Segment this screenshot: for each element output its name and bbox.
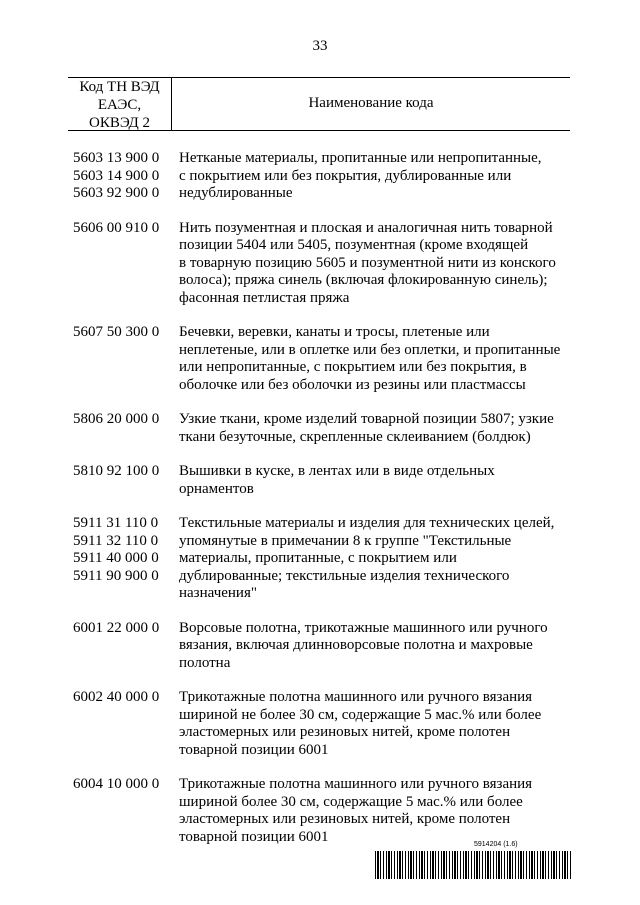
tn-ved-code: 5810 92 100 0 [73, 463, 160, 479]
tn-ved-code: 5606 00 910 0 [73, 219, 160, 236]
description-line: позиции 5404 или 5405, позументная (кроме входящей [179, 237, 529, 253]
page-number: 33 [312, 38, 328, 54]
description-line: материалы, пропитанные, с покрытием или [179, 550, 457, 566]
row-codes [73, 220, 179, 308]
description-line: Трикотажные полотна машинного или ручного вязания [179, 776, 533, 792]
description-line: ткани безуточные, скрепленные склеиванием (болдюк) [179, 428, 531, 445]
row-codes [73, 620, 179, 673]
barcode-image [375, 851, 572, 879]
header-code-line: ОКВЭД 2 [89, 115, 150, 131]
description-line: Текстильные материалы и изделия для технических целей, [179, 515, 555, 531]
description-line: эластомерных или резиновых нитей, кроме полотен [179, 724, 511, 740]
row-codes [73, 776, 179, 846]
tn-ved-code: 5911 31 110 0 [73, 515, 159, 531]
description-line: товарной позиции 6001 [179, 741, 329, 758]
description-line: Нить позументная и плоская и аналогичная нить товарной [179, 219, 553, 236]
tn-ved-code: 5603 13 900 0 [73, 150, 160, 166]
description-line: орнаментов [179, 480, 254, 497]
row-codes [73, 324, 179, 394]
code-table-body [73, 150, 570, 863]
description-line: Ворсовые полотна, трикотажные машинного или ручного [179, 619, 548, 636]
table-row [73, 515, 570, 603]
description-line: в товарную позицию 5605 и позументной нити из конского [179, 254, 556, 271]
tn-ved-code: 5806 20 000 0 [73, 411, 160, 427]
tn-ved-code: 6004 10 000 0 [73, 776, 160, 792]
tn-ved-code: 5911 40 000 0 [73, 550, 159, 566]
header-code-line: Код ТН ВЭД [79, 79, 160, 95]
description-line: оболочке или без оболочки из резины или пластмассы [179, 376, 526, 393]
description-line: упомянутые в примечании 8 к группе "Текстильные [179, 532, 512, 549]
description-line: назначения" [179, 585, 257, 601]
row-description [179, 689, 570, 759]
description-line: Трикотажные полотна машинного или ручного вязания [179, 689, 533, 705]
tn-ved-code: 5911 90 900 0 [73, 567, 159, 584]
header-bottom-rule [68, 130, 570, 131]
row-codes [73, 150, 179, 203]
row-codes [73, 463, 179, 498]
description-line: шириной не более 30 см, содержащие 5 мас.% или более [179, 706, 542, 723]
row-description [179, 515, 570, 603]
row-codes [73, 411, 179, 446]
description-line: неплетеные, или в оплетке или без оплетки, и пропитанные [179, 341, 561, 358]
description-line: полотна [179, 654, 231, 671]
table-row [73, 776, 570, 846]
table-row [73, 620, 570, 673]
tn-ved-code: 6001 22 000 0 [73, 619, 160, 636]
row-codes [73, 515, 179, 603]
tn-ved-code: 6002 40 000 0 [73, 689, 160, 705]
table-row [73, 324, 570, 394]
tn-ved-code: 5603 92 900 0 [73, 185, 160, 201]
tn-ved-code: 5911 32 110 0 [73, 532, 159, 549]
tn-ved-code: 5607 50 300 0 [73, 324, 160, 340]
row-description [179, 324, 570, 394]
table-row [73, 411, 570, 446]
description-line: вязания, включая длинноворсовые полотна и махровые [179, 637, 533, 653]
header-code-line: ЕАЭС, [97, 97, 142, 113]
description-line: Нетканые материалы, пропитанные или непропитанные, [179, 150, 542, 166]
description-line: Вышивки в куске, в лентах или в виде отдельных [179, 463, 495, 479]
header-code-column [68, 78, 171, 132]
table-row [73, 689, 570, 759]
header-name-column: Наименование кода [308, 95, 434, 111]
table-row [73, 150, 570, 203]
description-line: волоса); пряжа синель (включая флокированную синель); [179, 272, 548, 288]
row-description [179, 620, 570, 673]
table-row [73, 220, 570, 308]
tn-ved-code: 5603 14 900 0 [73, 167, 160, 184]
description-line: с покрытием или без покрытия, дублированные или [179, 167, 512, 184]
row-description [179, 411, 570, 446]
row-description [179, 220, 570, 308]
row-description [179, 150, 570, 203]
description-line: фасонная петлистая пряжа [179, 289, 350, 306]
description-line: недублированные [179, 185, 293, 201]
description-line: шириной более 30 см, содержащие 5 мас.% или более [179, 793, 523, 810]
barcode-number: 5914204 (1.6) [474, 841, 518, 848]
row-description [179, 463, 570, 498]
description-line: Бечевки, веревки, канаты и тросы, плетеные или [179, 324, 490, 340]
row-description [179, 776, 570, 846]
description-line: товарной позиции 6001 [179, 828, 329, 845]
description-line: или непропитанные, с покрытием или без покрытия, в [179, 359, 527, 375]
row-codes [73, 689, 179, 759]
description-line: эластомерных или резиновых нитей, кроме полотен [179, 811, 511, 827]
description-line: дублированные; текстильные изделия технического [179, 567, 510, 584]
description-line: Узкие ткани, кроме изделий товарной позиции 5807; узкие [179, 411, 554, 427]
table-row [73, 463, 570, 498]
